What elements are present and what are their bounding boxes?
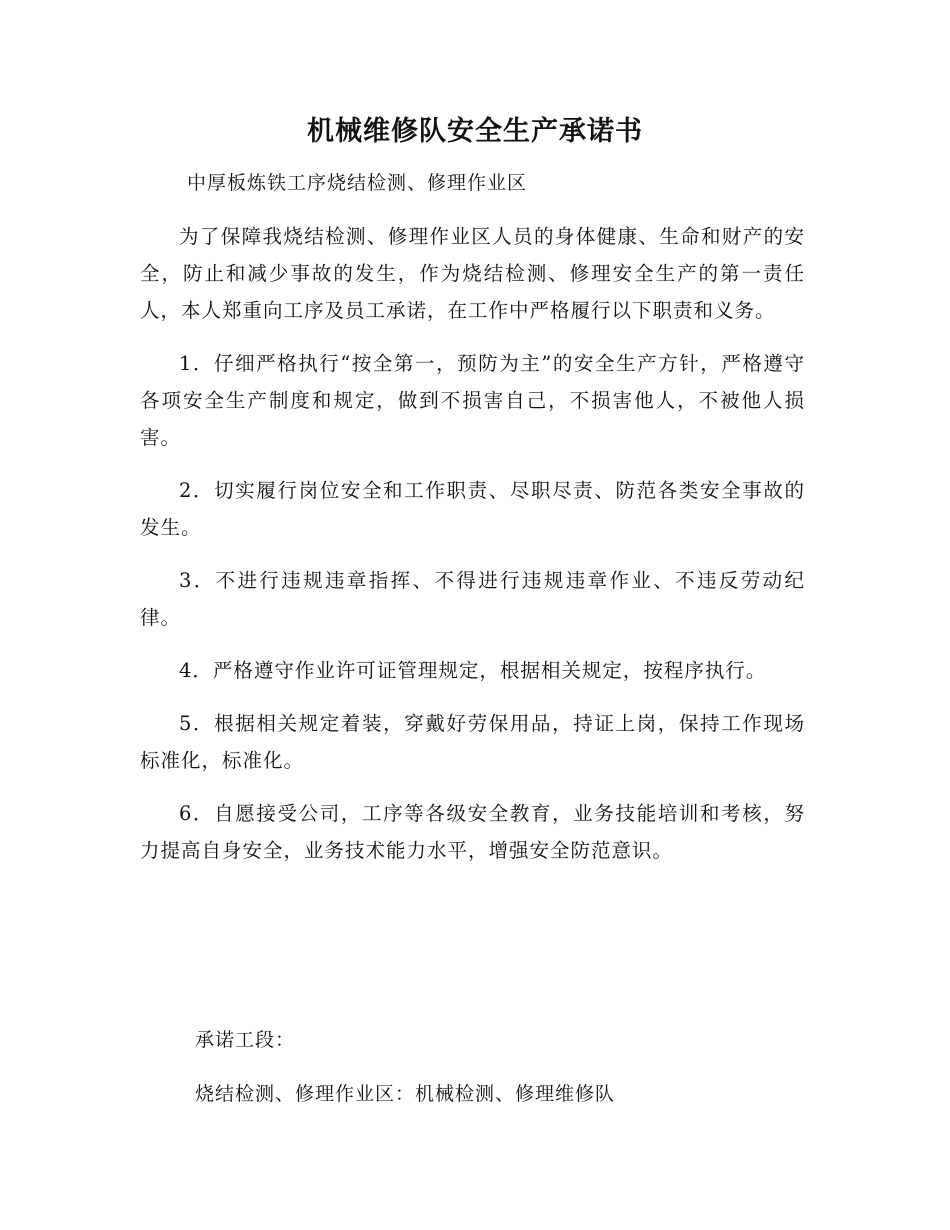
document-subtitle: 中厚板炼铁工序烧结检测、修理作业区: [187, 172, 528, 194]
commitment-item-4: 4．严格遵守作业许可证管理规定，根据相关规定，按程序执行。: [179, 659, 767, 682]
commitment-item-1: 1．仔细严格执行“按全第一，预防为主”的安全生产方针，严格遵守各项安全生产制度和规定，做到不损害自己，不损害他人，不被他人损害。: [140, 352, 805, 449]
commitment-item-2: 2．切实履行岗位安全和工作职责、尽职尽责、防范各类安全事故的发生。: [140, 479, 805, 539]
document-title: 机械维修队安全生产承诺书: [307, 116, 643, 147]
signature-block: [195, 1025, 815, 1133]
commitment-item-3: 3．不进行违规违章指挥、不得进行违规违章作业、不违反劳动纪律。: [140, 569, 805, 629]
document-body: [140, 218, 805, 885]
signature-unit: 烧结检测、修理作业区：机械检测、修理维修队: [195, 1083, 616, 1105]
intro-paragraph: 为了保障我烧结检测、修理作业区人员的身体健康、生命和财产的安全，防止和减少事故的发生，作为烧结检测、修理安全生产的第一责任人，本人郑重向工序及员工承诺，在工作中严格履行以下职责和义务。: [140, 225, 805, 322]
commitment-item-5: 5．根据相关规定着装，穿戴好劳保用品，持证上岗，保持工作现场标准化，标准化。: [140, 712, 805, 772]
commitment-item-6: 6．自愿接受公司，工序等各级安全教育，业务技能培训和考核，努力提高自身安全，业务技术能力水平，增强安全防范意识。: [140, 802, 805, 862]
signature-label: 承诺工段：: [195, 1029, 296, 1051]
